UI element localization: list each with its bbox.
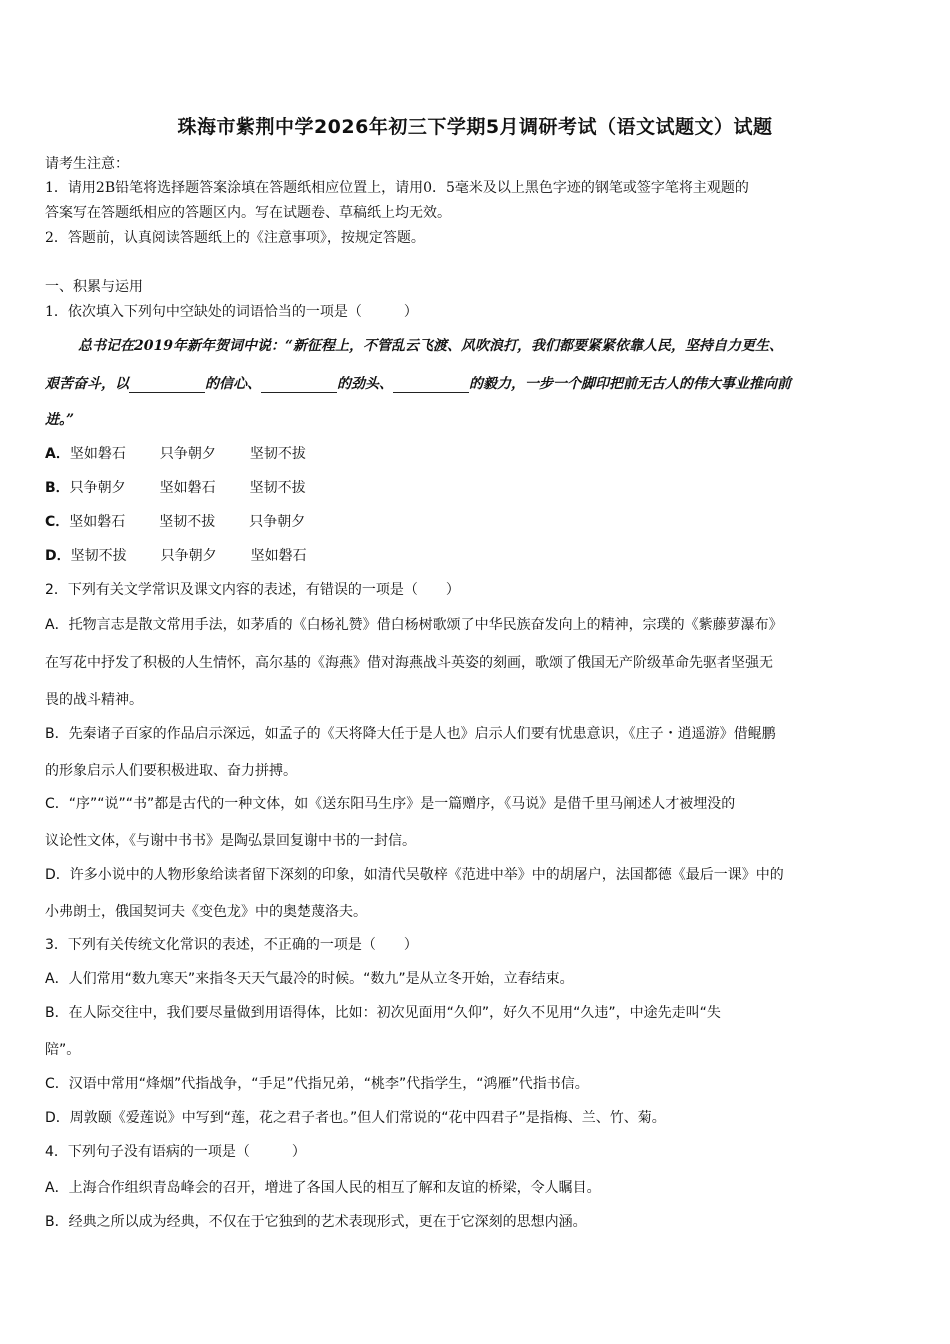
question-2-option-c-line-1[interactable]: C．“序”“说”“书”都是古代的一种文体，如《送东阳马生序》是一篇赠序，《马说》是借千里马阐述人才被埋没的 [45, 796, 736, 812]
question-1-option-a[interactable] [45, 443, 915, 463]
question-1-passage-line-1: 总书记在2019年新年贺词中说：“新征程上，不管乱云飞渡、风吹浪打，我们都要紧紧依靠人民，坚持自力更生、 [78, 338, 784, 354]
notice-item-1-line-1: 1．请用2B铅笔将选择题答案涂填在答题纸相应位置上，请用0．5毫米及以上黑色字迹的钢笔或签字笔将主观题的 [45, 180, 749, 196]
question-2-option-d-line-1[interactable]: D．许多小说中的人物形象给读者留下深刻的印象，如清代吴敬梓《范进中举》中的胡屠户，法国都德《最后一课》中的 [45, 867, 784, 883]
option-word: 坚韧不拔 [70, 548, 127, 564]
question-1-option-b[interactable] [45, 477, 915, 497]
option-word: 只争朝夕 [159, 446, 216, 462]
notice-item-2: 2．答题前，认真阅读答题纸上的《注意事项》，按规定答题。 [45, 230, 425, 246]
question-3-option-b-line-1[interactable]: B．在人际交往中，我们要尽量做到用语得体，比如：初次见面用“久仰”，好久不见用“久违”，中途先走叫“失 [45, 1005, 721, 1021]
option-word: 坚如磐石 [69, 514, 126, 530]
page-title: 珠海市紫荆中学2026年初三下学期5月调研考试（语文试题文）试题 [177, 116, 773, 138]
question-2-option-b-line-2: 的形象启示人们要积极进取、奋力拼搏。 [45, 763, 297, 779]
question-2-option-a-line-3: 畏的战斗精神。 [45, 692, 143, 708]
option-word: 坚如磐石 [250, 548, 307, 564]
option-label: A． [45, 446, 70, 462]
option-word: 坚韧不拔 [159, 514, 216, 530]
passage-text: 的毅力，一步一个脚印把前无古人的伟大事业推向前 [469, 376, 791, 392]
question-3-option-d[interactable]: D．周敦颐《爱莲说》中写到“莲，花之君子者也。”但人们常说的“花中四君子”是指梅、兰、竹、菊。 [45, 1110, 666, 1126]
question-2-option-a-line-2: 在写花中抒发了积极的人生情怀，高尔基的《海燕》借对海燕战斗英姿的刻画，歌颂了俄国无产阶级革命先驱者坚强无 [45, 655, 773, 671]
question-3-option-b-line-2: 陪”。 [45, 1042, 81, 1058]
option-word: 只争朝夕 [160, 548, 217, 564]
option-word: 只争朝夕 [249, 514, 306, 530]
passage-text: 的劲头、 [337, 376, 393, 392]
notice-heading: 请考生注意： [45, 156, 129, 172]
option-word: 坚韧不拔 [249, 446, 306, 462]
question-2-option-b-line-1[interactable]: B．先秦诸子百家的作品启示深远，如孟子的《天将降大任于是人也》启示人们要有忧患意识，《庄子・逍遥游》借鲲鹏 [45, 726, 776, 742]
question-1-stem: 1．依次填入下列句中空缺处的词语恰当的一项是（ ） [45, 304, 418, 320]
question-2-stem: 2．下列有关文学常识及课文内容的表述，有错误的一项是（ ） [45, 582, 460, 598]
option-word: 坚韧不拔 [249, 480, 306, 496]
passage-text: 艰苦奋斗，以 [45, 376, 129, 392]
blank-3 [393, 378, 469, 393]
question-4-stem: 4．下列句子没有语病的一项是（ ） [45, 1144, 306, 1160]
question-2-option-d-line-2: 小弗朗士，俄国契诃夫《变色龙》中的奥楚蔑洛夫。 [45, 904, 367, 920]
blank-1 [129, 378, 205, 393]
option-word: 坚如磐石 [159, 480, 216, 496]
question-1-passage-line-2 [45, 373, 915, 393]
option-word: 坚如磐石 [69, 446, 126, 462]
question-4-option-b[interactable]: B．经典之所以成为经典，不仅在于它独到的艺术表现形式，更在于它深刻的思想内涵。 [45, 1214, 587, 1230]
section-heading: 一、积累与运用 [45, 279, 143, 295]
question-2-option-c-line-2: 议论性文体，《与谢中书书》是陶弘景回复谢中书的一封信。 [45, 833, 416, 849]
option-label: D． [45, 548, 71, 564]
question-1-option-c[interactable] [45, 511, 915, 531]
passage-text: 的信心、 [205, 376, 261, 392]
question-3-stem: 3．下列有关传统文化常识的表述，不正确的一项是（ ） [45, 937, 418, 953]
question-2-option-a-line-1[interactable]: A．托物言志是散文常用手法，如茅盾的《白杨礼赞》借白杨树歌颂了中华民族奋发向上的精神，宗璞的《紫藤萝瀑布》 [45, 617, 783, 633]
notice-item-1-line-2: 答案写在答题纸相应的答题区内。写在试题卷、草稿纸上均无效。 [45, 205, 451, 221]
question-4-option-a[interactable]: A．上海合作组织青岛峰会的召开，增进了各国人民的相互了解和友谊的桥梁，令人瞩目。 [45, 1180, 601, 1196]
question-3-option-a[interactable]: A．人们常用“数九寒天”来指冬天天气最冷的时候。“数九”是从立冬开始，立春结束。 [45, 971, 574, 987]
question-1-passage-line-3: 进。” [45, 412, 75, 428]
option-word: 只争朝夕 [69, 480, 126, 496]
question-1-option-d[interactable] [45, 545, 915, 565]
option-label: C． [45, 514, 70, 530]
option-label: B． [45, 480, 70, 496]
blank-2 [261, 378, 337, 393]
question-3-option-c[interactable]: C．汉语中常用“烽烟”代指战争，“手足”代指兄弟，“桃李”代指学生，“鸿雁”代指书信。 [45, 1076, 589, 1092]
